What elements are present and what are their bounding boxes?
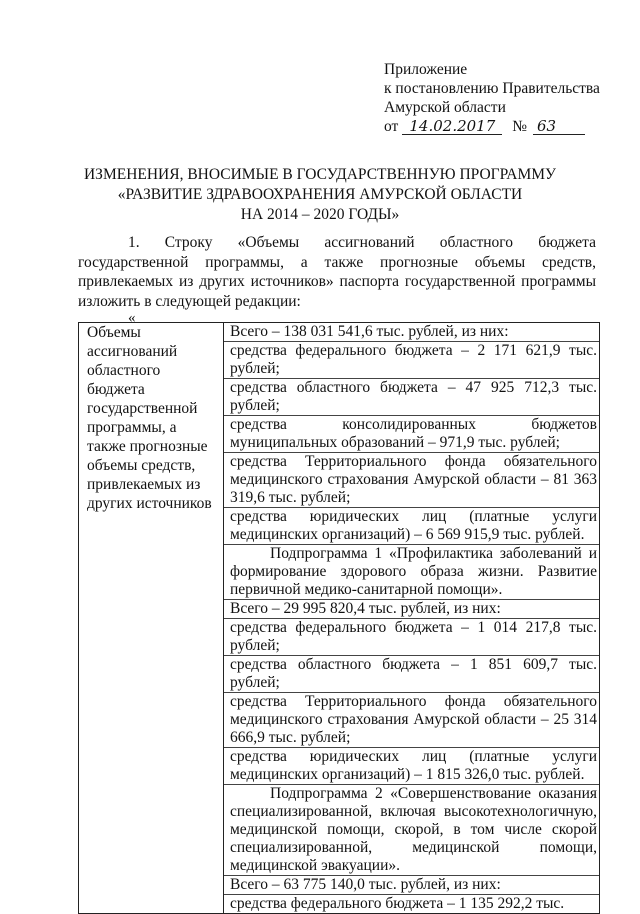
appendix-heading: Приложение: [384, 61, 468, 78]
document-title: [60, 165, 580, 225]
row-content-cell: [224, 323, 600, 914]
funding-segment: средства областного бюджета – 1 851 609,7 тыс. рублей;: [224, 656, 599, 693]
title-line-1: ИЗМЕНЕНИЯ, ВНОСИМЫЕ В ГОСУДАРСТВЕННУЮ ПРОГРАММУ: [83, 166, 557, 183]
subprogram-2-title: Подпрограмма 2 «Совершенствование оказания специализированной, включая высокотехнологичную, медицинской помощи, скорой, в том числе скорой специализированной, медицинской помощи, медицинской эвакуации».: [224, 785, 599, 876]
funding-segment: Всего – 138 031 541,6 тыс. рублей, из них:: [224, 323, 599, 342]
title-line-3: НА 2014 – 2020 ГОДЫ»: [240, 206, 400, 223]
date-prefix: от: [384, 118, 399, 135]
instruction-paragraph: 1. Строку «Объемы ассигнований областного бюджета государственной программы, а также прогнозные объемы средств, привлекаемых из других источников» паспорта государственной программы изложить в следующей редакции:: [78, 234, 596, 310]
funding-segment: средства юридических лиц (платные услуги медицинских организаций) – 6 569 915,9 тыс. рублей.: [224, 508, 599, 545]
appendix-date-number-line: [384, 117, 600, 136]
handwritten-number: 63: [533, 118, 585, 135]
funding-segment: средства федерального бюджета – 1 014 217,8 тыс. рублей;: [224, 619, 599, 656]
funding-segment: Всего – 29 995 820,4 тыс. рублей, из них:: [224, 600, 599, 619]
subprogram-1-title: Подпрограмма 1 «Профилактика заболеваний и формирование здорового образа жизни. Развитие первичной медико-санитарной помощи».: [224, 545, 599, 600]
appendix-region-line: Амурской области: [384, 99, 506, 116]
passport-table: [78, 322, 600, 914]
appendix-decree-line: к постановлению Правительства: [384, 80, 600, 97]
appendix-block: [384, 60, 600, 136]
opening-quote: «: [128, 310, 136, 326]
funding-segment: средства юридических лиц (платные услуги медицинских организаций) – 1 815 326,0 тыс. рублей.: [224, 748, 599, 785]
row-label-cell: Объемы ассигнований областного бюджета государственной программы, а также прогнозные объемы средств, привлекаемых из других источников: [79, 323, 224, 914]
funding-segment: средства Территориального фонда обязательного медицинского страхования Амурской области – 81 363 319,6 тыс. рублей;: [224, 453, 599, 508]
funding-segment: средства Территориального фонда обязательного медицинского страхования Амурской области – 25 314 666,9 тыс. рублей;: [224, 693, 599, 748]
number-prefix: №: [512, 118, 527, 135]
funding-segment: Всего – 63 775 140,0 тыс. рублей, из них:: [224, 876, 599, 895]
handwritten-date: 14.02.2017: [402, 118, 502, 135]
funding-segment: средства федерального бюджета – 1 135 292,2 тыс.: [230, 895, 565, 912]
funding-segment: средства консолидированных бюджетов муниципальных образований – 971,9 тыс. рублей;: [224, 416, 599, 453]
funding-segment: средства федерального бюджета – 2 171 621,9 тыс. рублей;: [224, 342, 599, 379]
table-row: [79, 323, 600, 914]
title-line-2: «РАЗВИТИЕ ЗДРАВООХРАНЕНИЯ АМУРСКОЙ ОБЛАСТИ: [117, 186, 523, 203]
funding-segment: средства областного бюджета – 47 925 712,3 тыс. рублей;: [224, 379, 599, 416]
